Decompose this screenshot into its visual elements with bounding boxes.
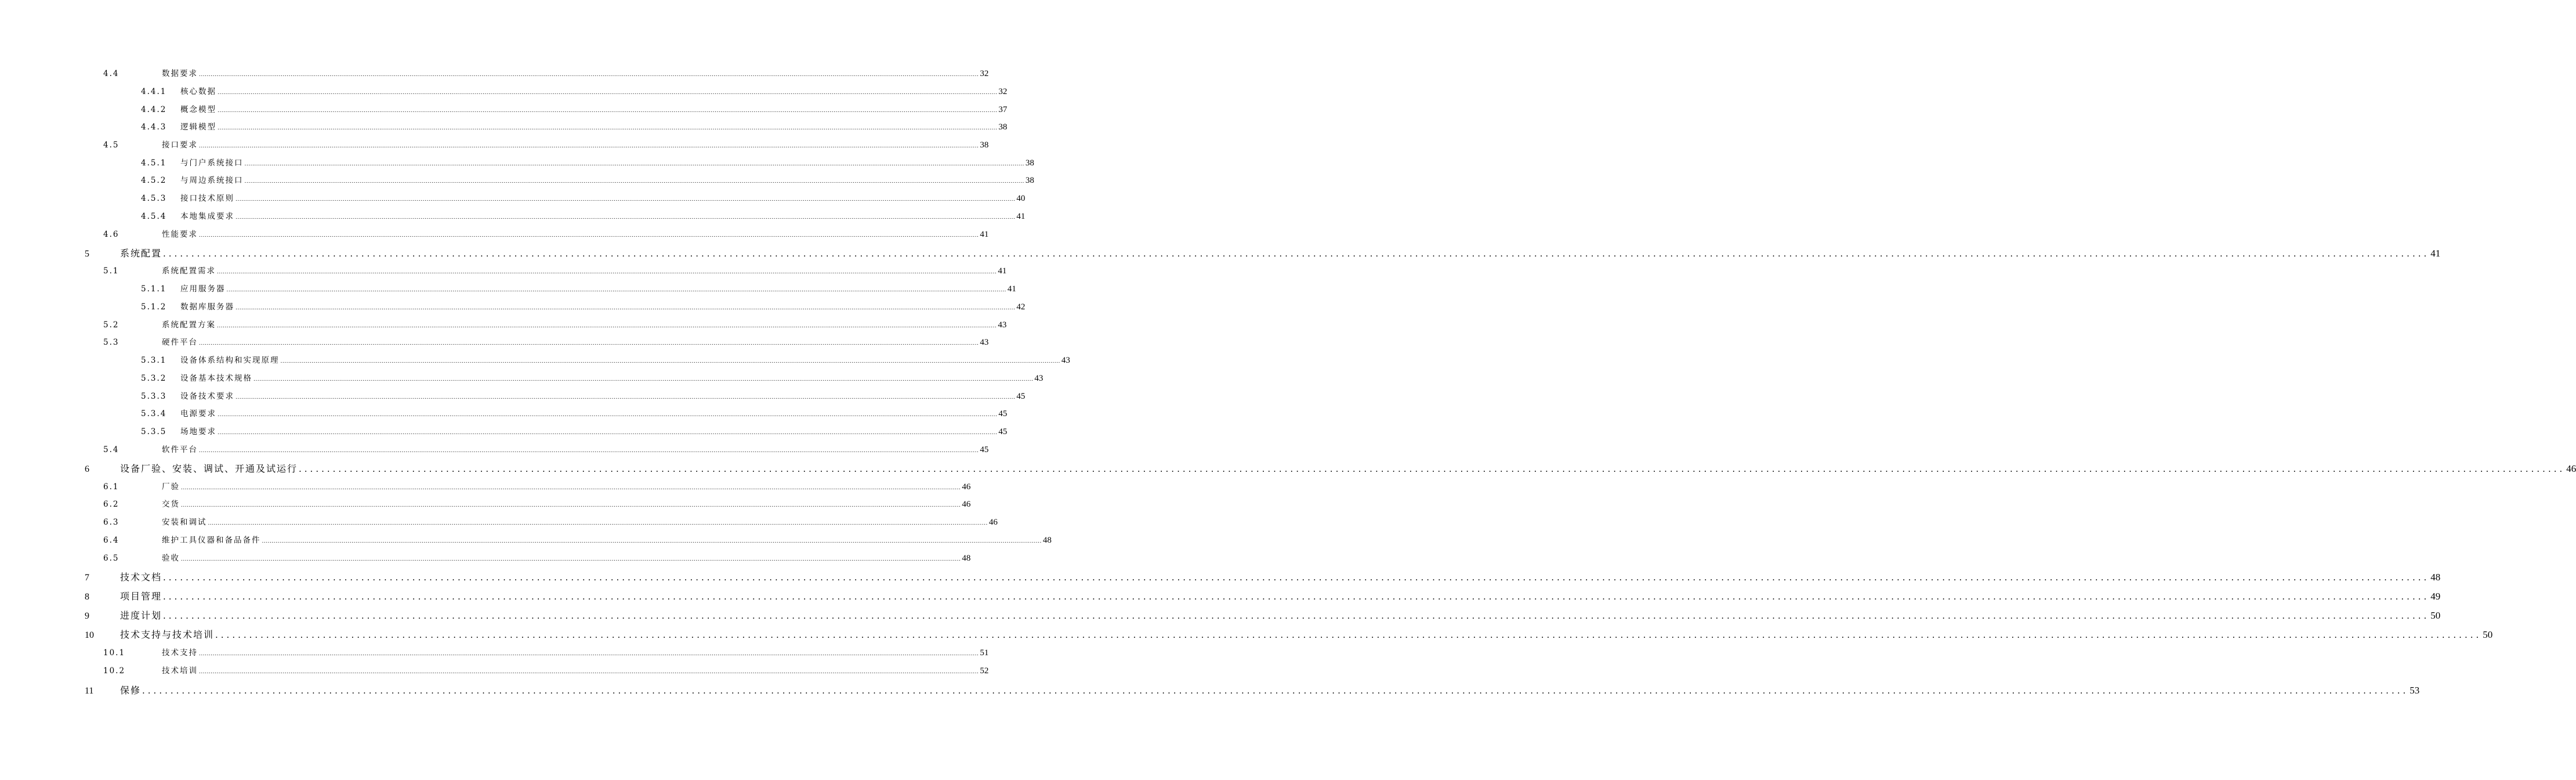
- toc-leader-dots: ................................................................................................................................................................................................................................................................................................................................................................................................................: [299, 464, 2566, 474]
- toc-entry[interactable]: [141, 407, 1008, 419]
- toc-entry-number: 5.1.2: [141, 302, 167, 312]
- toc-leader-dots: ................................................................................................................................................................................................................................................................................................................................................................................................................: [199, 448, 979, 454]
- toc-entry-page: 46: [962, 482, 971, 492]
- toc-entry-title: 技术培训: [162, 666, 198, 676]
- toc-leader-dots: ................................................................................................................................................................................................................................................................................................................................................................................................................: [163, 572, 2430, 583]
- toc-entry-title: 概念模型: [180, 105, 216, 114]
- toc-entry-number: 5.3.1: [141, 356, 167, 365]
- toc-entry[interactable]: [103, 664, 989, 676]
- toc-entry-title: 与门户系统接口: [180, 158, 244, 168]
- toc-entry-number: 5.3.4: [141, 409, 167, 418]
- toc-entry-title: 设备基本技术规格: [180, 374, 252, 383]
- toc-entry-title: 验收: [162, 554, 180, 563]
- toc-entry-number: 5.3.2: [141, 374, 167, 383]
- toc-entry-page: 43: [1034, 374, 1044, 383]
- toc-entry-number: 9: [85, 611, 89, 621]
- toc-entry-number: 4.6: [103, 230, 119, 239]
- toc-entry[interactable]: [85, 589, 2441, 602]
- toc-entry-number: 11: [85, 686, 94, 696]
- toc-leader-dots: ................................................................................................................................................................................................................................................................................................................................................................................................................: [236, 197, 1016, 203]
- toc-entry-page: 45: [998, 427, 1008, 436]
- toc-entry[interactable]: [141, 192, 1026, 204]
- toc-entry-title: 系统配置方案: [162, 320, 216, 330]
- toc-entry[interactable]: [141, 371, 1044, 384]
- toc-leader-dots: ................................................................................................................................................................................................................................................................................................................................................................................................................: [217, 323, 997, 329]
- toc-entry[interactable]: [103, 533, 1052, 546]
- toc-entry-page: 45: [980, 445, 989, 454]
- toc-entry[interactable]: [85, 683, 2420, 696]
- toc-entry[interactable]: [85, 461, 2576, 475]
- toc-entry-title: 安装和调试: [162, 518, 207, 527]
- toc-entry-title: 厂验: [162, 482, 180, 492]
- toc-entry-number: 10.1: [103, 648, 126, 658]
- toc-entry-title: 数据要求: [162, 69, 198, 78]
- toc-entry-number: 4.5.3: [141, 194, 167, 203]
- toc-leader-dots: ................................................................................................................................................................................................................................................................................................................................................................................................................: [244, 179, 1024, 185]
- toc-entry[interactable]: [103, 497, 971, 510]
- toc-entry-page: 48: [1042, 536, 1052, 545]
- toc-entry-number: 10.2: [103, 666, 126, 676]
- toc-entry-title: 数据库服务器: [180, 302, 234, 312]
- toc-entry-number: 6.1: [103, 482, 119, 492]
- toc-entry[interactable]: [103, 551, 971, 564]
- toc-entry[interactable]: [85, 570, 2441, 583]
- toc-entry-title: 接口技术原则: [180, 194, 234, 203]
- toc-entry-page: 46: [962, 500, 971, 509]
- toc-entry-number: 4.5.1: [141, 158, 167, 168]
- toc-entry-title: 项目管理: [120, 591, 162, 602]
- toc-leader-dots: ................................................................................................................................................................................................................................................................................................................................................................................................................: [218, 430, 998, 436]
- toc-entry-page: 38: [980, 140, 989, 150]
- toc-entry-number: 4.4.1: [141, 87, 167, 96]
- toc-entry[interactable]: [103, 515, 998, 528]
- toc-leader-dots: ................................................................................................................................................................................................................................................................................................................................................................................................................: [218, 90, 998, 96]
- toc-entry-title: 设备技术要求: [180, 392, 234, 401]
- toc-entry[interactable]: [103, 646, 989, 658]
- toc-leader-dots: ................................................................................................................................................................................................................................................................................................................................................................................................................: [163, 611, 2430, 621]
- toc-entry-page: 43: [980, 338, 989, 347]
- toc-entry-title: 性能要求: [162, 230, 198, 239]
- toc-entry-title: 技术支持与技术培训: [120, 629, 215, 640]
- toc-entry-title: 系统配置: [120, 248, 162, 259]
- toc-leader-dots: ................................................................................................................................................................................................................................................................................................................................................................................................................: [199, 341, 979, 346]
- toc-entry[interactable]: [141, 103, 1008, 115]
- toc-entry-page: 32: [998, 87, 1008, 96]
- toc-entry-page: 53: [2410, 685, 2420, 696]
- toc-entry-page: 32: [980, 69, 989, 78]
- toc-leader-dots: ................................................................................................................................................................................................................................................................................................................................................................................................................: [181, 503, 961, 508]
- toc-entry-page: 48: [2430, 572, 2441, 583]
- toc-entry-page: 38: [1025, 176, 1034, 185]
- toc-entry-number: 5.3.5: [141, 427, 167, 436]
- toc-entry-page: 46: [2566, 463, 2576, 474]
- toc-entry[interactable]: [103, 335, 989, 348]
- toc-entry-page: 42: [1016, 302, 1026, 312]
- toc-entry-page: 52: [980, 666, 989, 676]
- toc-entry-number: 6.5: [103, 554, 119, 563]
- toc-entry[interactable]: [85, 608, 2441, 622]
- toc-entry-title: 与周边系统接口: [180, 176, 244, 185]
- toc-leader-dots: ................................................................................................................................................................................................................................................................................................................................................................................................................: [218, 412, 998, 418]
- toc-entry-number: 4.4: [103, 69, 119, 78]
- toc-leader-dots: ................................................................................................................................................................................................................................................................................................................................................................................................................: [218, 125, 998, 131]
- toc-entry-title: 硬件平台: [162, 338, 198, 347]
- toc-leader-dots: ................................................................................................................................................................................................................................................................................................................................................................................................................: [163, 591, 2430, 602]
- toc-entry-title: 接口要求: [162, 140, 198, 150]
- toc-entry-page: 45: [998, 409, 1008, 418]
- toc-entry-title: 场地要求: [180, 427, 216, 436]
- toc-entry-page: 41: [998, 266, 1007, 276]
- toc-entry[interactable]: [141, 156, 1034, 168]
- toc-entry-number: 4.5.2: [141, 176, 167, 185]
- toc-leader-dots: ................................................................................................................................................................................................................................................................................................................................................................................................................: [199, 669, 979, 675]
- toc-entry-page: 41: [2430, 248, 2441, 259]
- toc-entry-number: 5: [85, 249, 89, 259]
- toc-entry-title: 设备厂验、安装、调试、开通及试运行: [120, 463, 298, 474]
- toc-entry[interactable]: [103, 138, 989, 150]
- toc-entry-number: 6.2: [103, 500, 119, 509]
- toc-entry-title: 交货: [162, 500, 180, 509]
- toc-entry-number: 5.2: [103, 320, 119, 330]
- toc-leader-dots: ................................................................................................................................................................................................................................................................................................................................................................................................................: [244, 161, 1024, 167]
- toc-entry-page: 48: [962, 554, 971, 563]
- toc-entry[interactable]: [141, 85, 1008, 97]
- toc-entry[interactable]: [141, 282, 1016, 294]
- toc-entry-page: 41: [1016, 212, 1026, 221]
- toc-entry-number: 4.5.4: [141, 212, 167, 221]
- toc-entry[interactable]: [103, 67, 989, 79]
- toc-entry-number: 7: [85, 573, 89, 583]
- toc-entry[interactable]: [141, 120, 1008, 132]
- toc-leader-dots: ................................................................................................................................................................................................................................................................................................................................................................................................................: [217, 269, 997, 275]
- toc-entry[interactable]: [141, 389, 1026, 402]
- toc-leader-dots: ................................................................................................................................................................................................................................................................................................................................................................................................................: [199, 72, 979, 78]
- toc-entry-number: 5.4: [103, 445, 119, 454]
- toc-leader-dots: ................................................................................................................................................................................................................................................................................................................................................................................................................: [226, 287, 1006, 293]
- toc-entry-title: 软件平台: [162, 445, 198, 454]
- toc-leader-dots: ................................................................................................................................................................................................................................................................................................................................................................................................................: [199, 143, 979, 149]
- toc-leader-dots: ................................................................................................................................................................................................................................................................................................................................................................................................................: [199, 233, 979, 239]
- toc-entry-title: 本地集成要求: [180, 212, 234, 221]
- toc-entry[interactable]: [141, 300, 1026, 312]
- toc-entry-number: 5.3: [103, 338, 119, 347]
- toc-entry-page: 51: [980, 648, 989, 658]
- toc-entry[interactable]: [141, 425, 1008, 437]
- toc-entry-number: 8: [85, 592, 89, 602]
- toc-entry-number: 4.4.2: [141, 105, 167, 114]
- toc-entry-title: 系统配置需求: [162, 266, 216, 276]
- toc-leader-dots: ................................................................................................................................................................................................................................................................................................................................................................................................................: [253, 377, 1034, 382]
- toc-entry-number: 4.5: [103, 140, 119, 150]
- toc-entry-page: 41: [980, 230, 989, 239]
- toc-entry-number: 6.3: [103, 518, 119, 527]
- toc-entry-title: 核心数据: [180, 87, 216, 96]
- toc-entry-page: 41: [1007, 284, 1016, 294]
- toc-leader-dots: ................................................................................................................................................................................................................................................................................................................................................................................................................: [280, 359, 1060, 364]
- toc-leader-dots: ................................................................................................................................................................................................................................................................................................................................................................................................................: [236, 395, 1016, 400]
- toc-leader-dots: ................................................................................................................................................................................................................................................................................................................................................................................................................: [199, 651, 979, 657]
- toc-leader-dots: ................................................................................................................................................................................................................................................................................................................................................................................................................: [142, 685, 2409, 696]
- toc-entry-title: 保修: [120, 685, 142, 696]
- toc-entry-number: 5.1.1: [141, 284, 167, 294]
- toc-entry-title: 技术文档: [120, 572, 162, 583]
- toc-entry-number: 5.3.3: [141, 392, 167, 401]
- toc-leader-dots: ................................................................................................................................................................................................................................................................................................................................................................................................................: [218, 108, 998, 114]
- toc-leader-dots: ................................................................................................................................................................................................................................................................................................................................................................................................................: [208, 521, 988, 526]
- toc-entry[interactable]: [103, 228, 989, 240]
- toc-leader-dots: ................................................................................................................................................................................................................................................................................................................................................................................................................: [181, 557, 961, 562]
- toc-entry-title: 维护工具仪器和备品备件: [162, 536, 261, 545]
- toc-entry[interactable]: [103, 480, 971, 492]
- toc-entry[interactable]: [141, 353, 1070, 366]
- toc-leader-dots: ................................................................................................................................................................................................................................................................................................................................................................................................................: [181, 485, 961, 491]
- toc-entry-number: 4.4.3: [141, 122, 167, 132]
- toc-entry-page: 38: [998, 122, 1008, 132]
- toc-entry-number: 6.4: [103, 536, 119, 545]
- toc-entry[interactable]: [103, 443, 989, 455]
- toc-entry-number: 6: [85, 464, 89, 474]
- toc-leader-dots: ................................................................................................................................................................................................................................................................................................................................................................................................................: [215, 630, 2482, 640]
- toc-entry-page: 50: [2483, 629, 2493, 640]
- toc-entry[interactable]: [103, 318, 1007, 330]
- toc-entry-page: 43: [1061, 356, 1070, 365]
- toc-entry-title: 逻辑模型: [180, 122, 216, 132]
- toc-entry-page: 38: [1025, 158, 1034, 168]
- toc-entry-page: 37: [998, 105, 1008, 114]
- toc-entry-page: 43: [998, 320, 1007, 330]
- toc-leader-dots: ................................................................................................................................................................................................................................................................................................................................................................................................................: [236, 305, 1016, 311]
- toc-entry-number: 10: [85, 630, 94, 640]
- toc-entry[interactable]: [141, 174, 1034, 186]
- toc-entry[interactable]: [85, 627, 2493, 641]
- toc-entry-page: 46: [988, 518, 998, 527]
- toc-entry[interactable]: [141, 210, 1026, 222]
- toc-entry-page: 49: [2430, 591, 2441, 602]
- toc-leader-dots: ................................................................................................................................................................................................................................................................................................................................................................................................................: [163, 248, 2430, 259]
- toc-entry-page: 50: [2430, 610, 2441, 621]
- toc-entry-number: 5.1: [103, 266, 119, 276]
- toc-entry-title: 设备体系结构和实现原理: [180, 356, 280, 365]
- toc-entry-title: 技术支持: [162, 648, 198, 658]
- toc-entry-title: 电源要求: [180, 409, 216, 418]
- toc-entry-title: 应用服务器: [180, 284, 226, 294]
- toc-leader-dots: ................................................................................................................................................................................................................................................................................................................................................................................................................: [236, 215, 1016, 221]
- toc-entry[interactable]: [85, 246, 2441, 259]
- toc-entry-title: 进度计划: [120, 610, 162, 621]
- toc-entry-page: 45: [1016, 392, 1026, 401]
- toc-entry-page: 40: [1016, 194, 1026, 203]
- toc-leader-dots: ................................................................................................................................................................................................................................................................................................................................................................................................................: [262, 539, 1042, 544]
- toc-entry[interactable]: [103, 264, 1007, 276]
